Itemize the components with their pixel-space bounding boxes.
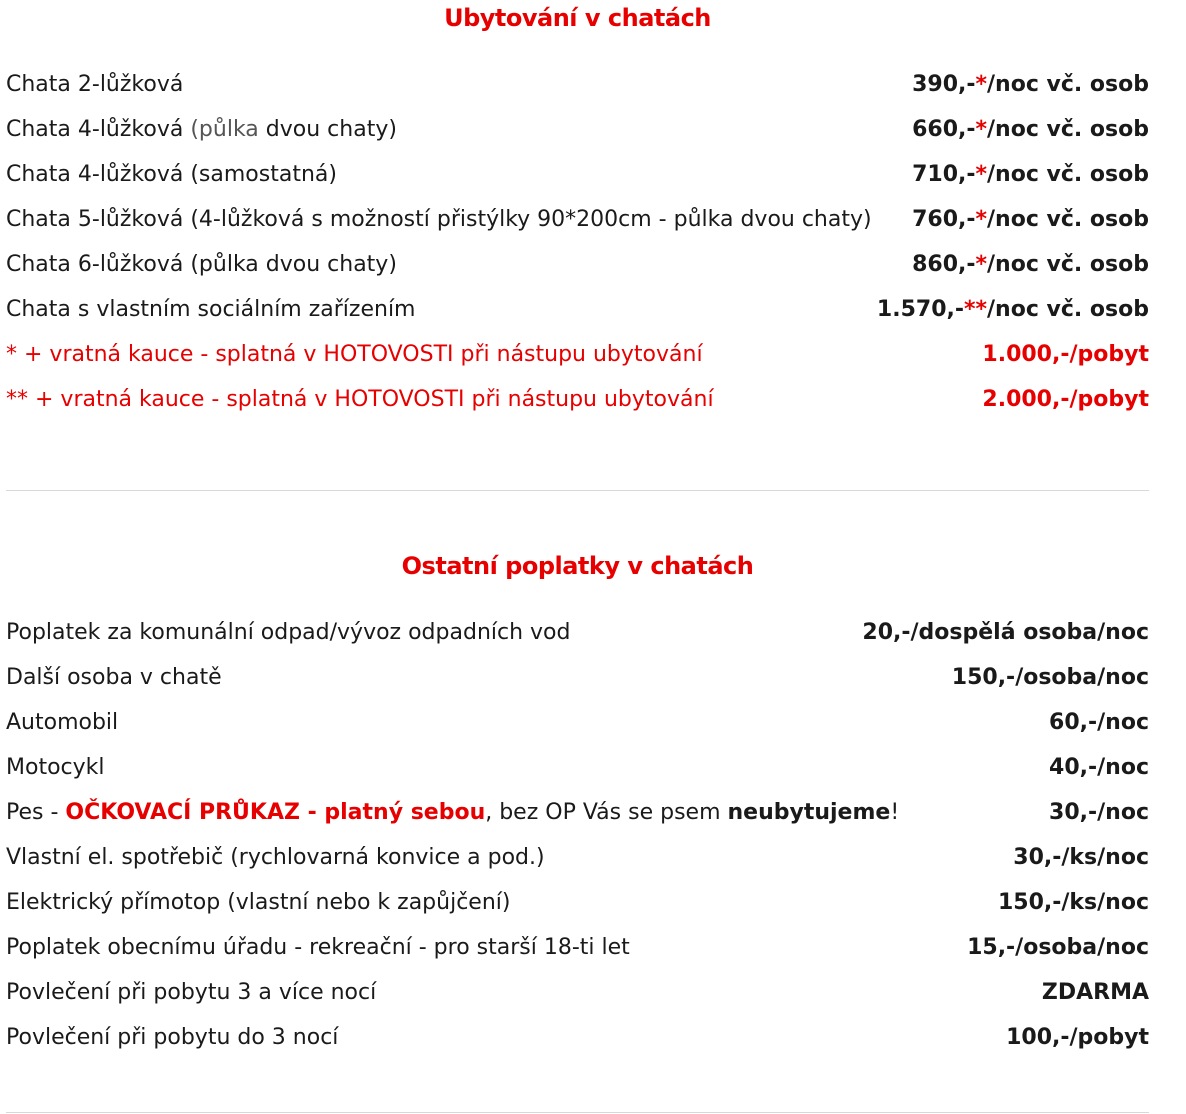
- row-label: Chata 4-lůžková (půlka dvou chaty): [6, 117, 397, 142]
- section-divider: [6, 490, 1149, 491]
- row-label: Poplatek za komunální odpad/vývoz odpadních vod: [6, 620, 571, 645]
- row-price: 20,-/dospělá osoba/noc: [862, 620, 1149, 645]
- price-row: [6, 197, 1149, 242]
- row-price: 40,-/noc: [1049, 755, 1149, 780]
- row-label: Vlastní el. spotřebič (rychlovarná konvice a pod.): [6, 845, 545, 870]
- fee-row: [6, 835, 1149, 880]
- row-price: 60,-/noc: [1049, 710, 1149, 735]
- fee-row: [6, 655, 1149, 700]
- section-title-other-fees: Ostatní poplatky v chatách: [401, 552, 754, 580]
- fee-row: [6, 925, 1149, 970]
- fee-row: [6, 610, 1149, 655]
- price-row: [6, 62, 1149, 107]
- fee-row: [6, 745, 1149, 790]
- row-price: 30,-/noc: [1049, 800, 1149, 825]
- price-row: [6, 242, 1149, 287]
- row-label: Další osoba v chatě: [6, 665, 222, 690]
- fee-row: [6, 880, 1149, 925]
- row-price: 710,-*/noc vč. osob: [912, 162, 1149, 187]
- price-row: [6, 107, 1149, 152]
- deposit-note-label: ** + vratná kauce - splatná v HOTOVOSTI při nástupu ubytování: [6, 387, 714, 412]
- price-row: [6, 152, 1149, 197]
- row-label: Pes - OČKOVACÍ PRŮKAZ - platný sebou, bez OP Vás se psem neubytujeme!: [6, 800, 900, 825]
- row-price: 860,-*/noc vč. osob: [912, 252, 1149, 277]
- row-label: Motocykl: [6, 755, 105, 780]
- deposit-note-row: [6, 377, 1149, 422]
- other-fees-list: [6, 610, 1149, 1060]
- deposit-note-price: 1.000,-/pobyt: [982, 342, 1149, 367]
- row-price: 1.570,-**/noc vč. osob: [876, 297, 1149, 322]
- fee-row: [6, 1015, 1149, 1060]
- row-label: Chata s vlastním sociálním zařízením: [6, 297, 416, 322]
- row-label: Povlečení při pobytu do 3 nocí: [6, 1025, 339, 1050]
- deposit-note-row: [6, 332, 1149, 377]
- row-price: 150,-/ks/noc: [997, 890, 1149, 915]
- row-label: Automobil: [6, 710, 119, 735]
- section-divider: [6, 1112, 1149, 1113]
- row-price: 150,-/osoba/noc: [951, 665, 1149, 690]
- row-price: 30,-/ks/noc: [1013, 845, 1149, 870]
- row-price: 660,-*/noc vč. osob: [912, 117, 1149, 142]
- accommodation-price-list: [6, 62, 1149, 422]
- row-price: 760,-*/noc vč. osob: [912, 207, 1149, 232]
- row-label: Elektrický přímotop (vlastní nebo k zapůjčení): [6, 890, 511, 915]
- row-label: Chata 5-lůžková (4-lůžková s možností přistýlky 90*200cm - půlka dvou chaty): [6, 207, 872, 232]
- row-label: Povlečení při pobytu 3 a více nocí: [6, 980, 377, 1005]
- fee-row: [6, 790, 1149, 835]
- row-label: Chata 6-lůžková (půlka dvou chaty): [6, 252, 397, 277]
- row-label: Poplatek obecnímu úřadu - rekreační - pro starší 18-ti let: [6, 935, 630, 960]
- deposit-note-price: 2.000,-/pobyt: [982, 387, 1149, 412]
- row-price: 15,-/osoba/noc: [967, 935, 1149, 960]
- section-title-accommodation: Ubytování v chatách: [444, 4, 711, 32]
- fee-row: [6, 970, 1149, 1015]
- fee-row: [6, 700, 1149, 745]
- row-price: 390,-*/noc vč. osob: [912, 72, 1149, 97]
- row-price: 100,-/pobyt: [1006, 1025, 1149, 1050]
- row-label: Chata 4-lůžková (samostatná): [6, 162, 337, 187]
- vaccination-warning: OČKOVACÍ PRŮKAZ - platný sebou: [65, 800, 486, 825]
- row-price: ZDARMA: [1041, 980, 1149, 1005]
- price-row: [6, 287, 1149, 332]
- deposit-note-label: * + vratná kauce - splatná v HOTOVOSTI při nástupu ubytování: [6, 342, 703, 367]
- row-label: Chata 2-lůžková: [6, 72, 184, 97]
